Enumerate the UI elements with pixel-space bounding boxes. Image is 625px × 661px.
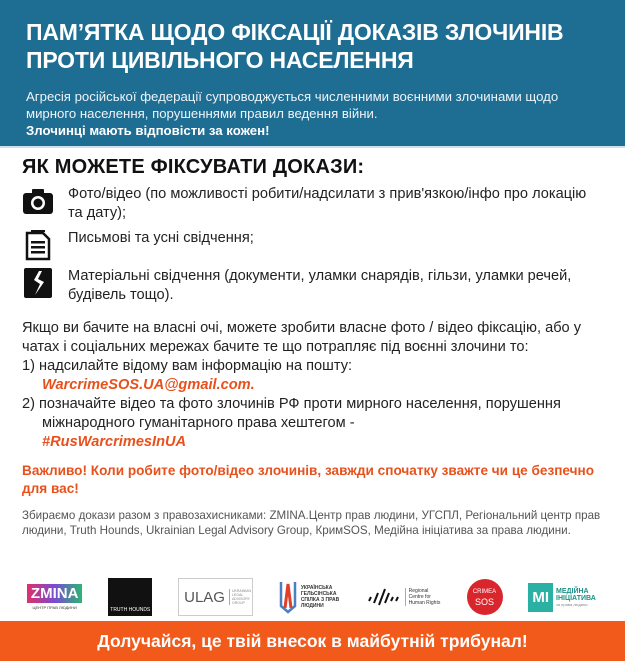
hashtag[interactable]: #RusWarcrimesInUA [42, 434, 187, 450]
zmina-logo: ZMINA ЦЕНТР ПРАВ ЛЮДИНИ [27, 578, 83, 616]
intro-text [26, 88, 601, 139]
step-1 [22, 357, 603, 395]
partners-text: Збираємо докази разом з правозахисниками: ZMINA.Центр прав людини, УГСПЛ, Регіональний центр прав людини, Truth Hounds, Ukrainian Legal Advisory Group, КримSOS, Медійна ініціатива за права людини. [22, 509, 601, 537]
method-material [22, 267, 603, 305]
method-testimony [22, 229, 603, 261]
important-warning: Важливо! Коли робите фото/відео злочинів, завжди спочатку зважте чи це безпечно для вас! [22, 463, 595, 496]
footer-banner [0, 621, 625, 661]
header-banner [0, 0, 625, 148]
method-text: Матеріальні свідчення (документи, уламки снарядів, гільзи, уламки речей, будівель тощо). [68, 268, 572, 303]
fragment-icon [22, 267, 54, 299]
camera-icon [22, 185, 54, 217]
method-text: Фото/відео (по можливості робити/надсилати з прив'язкою/інфо про локацію та дату); [68, 186, 587, 221]
document-icon [22, 229, 54, 261]
media-initiative-logo: МІ МЕДІЙНА ІНІЦІАТИВА за права людини [528, 578, 598, 616]
crimea-sos-logo: CRIMEA SOS [467, 579, 503, 615]
uhhru-logo: УКРАЇНСЬКА ГЕЛЬСІНСЬКА СПІЛКА З ПРАВ ЛЮДИНИ [279, 578, 341, 616]
rchr-logo: Regional Centre for Human Rights [367, 578, 441, 616]
truth-hounds-logo: TRUTH HOUNDS [108, 578, 152, 616]
section-heading: ЯК МОЖЕТЕ ФІКСУВАТИ ДОКАЗИ: [22, 156, 365, 178]
instructions [22, 319, 603, 452]
page-title: ПАМ’ЯТКА ЩОДО ФІКСАЦІЇ ДОКАЗІВ ЗЛОЧИНІВ ПРОТИ ЦИВІЛЬНОГО НАСЕЛЕННЯ [26, 19, 564, 73]
step-1-text: 1) надсилайте відому вам інформацію на пошту: [22, 358, 353, 374]
ulag-logo: ULAG UKRAINIAN LEGAL ADVISORY GROUP [178, 578, 253, 616]
instructions-paragraph: Якщо ви бачите на власні очі, можете зробити власне фото / відео фіксацію, або у чатах і соціальних мережах бачите те що потрапляє під воєнні злочини то: [22, 320, 582, 355]
step-2-text: 2) позначайте відео та фото злочинів РФ проти мирного населення, порушення міжнародного гуманітарного права хештегом - [22, 396, 561, 431]
partner-logos [0, 577, 625, 617]
intro-bold: Злочинці мають відповісти за кожен! [26, 123, 270, 138]
method-photo [22, 185, 603, 223]
step-2 [22, 395, 603, 452]
content [0, 148, 625, 538]
intro-paragraph: Агресія російської федерації супроводжується численними воєнними злочинами щодо мирного населення, порушеннями правил ведення війни. [26, 89, 559, 121]
email-link[interactable]: WarcrimeSOS.UA@gmail.com. [42, 377, 255, 393]
method-text: Письмові та усні свідчення; [68, 230, 254, 246]
footer-slogan: Долучайся, це твій внесок в майбутній трибунал! [97, 630, 528, 651]
